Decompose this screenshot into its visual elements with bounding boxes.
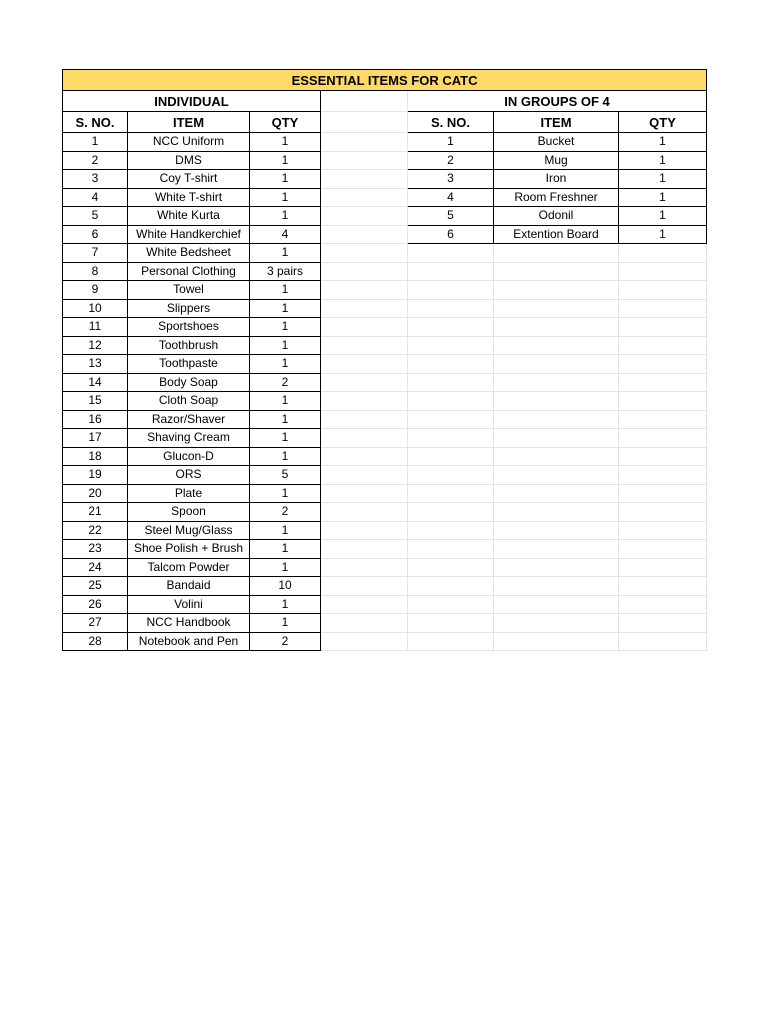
individual-qty-cell: 10: [250, 577, 321, 596]
groups-item-cell: [494, 577, 619, 596]
individual-sno-cell: 22: [63, 521, 128, 540]
individual-qty-cell: 1: [250, 595, 321, 614]
groups-item-cell: [494, 262, 619, 281]
groups-qty-cell: [619, 447, 707, 466]
groups-item-cell: Iron: [494, 170, 619, 189]
spacer-cell: [321, 170, 408, 189]
groups-sno-cell: [408, 262, 494, 281]
individual-item-cell: Talcom Powder: [128, 558, 250, 577]
table-row: [63, 207, 707, 226]
groups-sno-cell: 1: [408, 133, 494, 152]
individual-sno-cell: 13: [63, 355, 128, 374]
individual-sno-cell: 10: [63, 299, 128, 318]
groups-item-cell: [494, 466, 619, 485]
table-row: [63, 447, 707, 466]
groups-sno-cell: [408, 373, 494, 392]
groups-item-cell: [494, 595, 619, 614]
individual-qty-cell: 1: [250, 484, 321, 503]
individual-item-cell: Slippers: [128, 299, 250, 318]
table-row: [63, 299, 707, 318]
groups-item-cell: [494, 447, 619, 466]
spacer-cell: [321, 595, 408, 614]
groups-qty-cell: [619, 540, 707, 559]
table-row: [63, 188, 707, 207]
table-row: [63, 281, 707, 300]
groups-qty-cell: [619, 262, 707, 281]
individual-qty-cell: 1: [250, 355, 321, 374]
groups-qty-cell: 1: [619, 207, 707, 226]
groups-sno-cell: [408, 281, 494, 300]
individual-qty-cell: 1: [250, 614, 321, 633]
table-row: [63, 614, 707, 633]
individual-qty-cell: 1: [250, 429, 321, 448]
groups-qty-cell: [619, 577, 707, 596]
individual-qty-cell: 5: [250, 466, 321, 485]
spacer-cell: [321, 503, 408, 522]
individual-sno-cell: 24: [63, 558, 128, 577]
individual-qty-cell: 4: [250, 225, 321, 244]
groups-qty-cell: [619, 336, 707, 355]
spreadsheet: [62, 69, 707, 651]
individual-sno-cell: 8: [63, 262, 128, 281]
groups-item-cell: [494, 336, 619, 355]
individual-qty-cell: 1: [250, 540, 321, 559]
spacer-cell: [321, 225, 408, 244]
groups-sno-cell: 2: [408, 151, 494, 170]
individual-item-cell: Coy T-shirt: [128, 170, 250, 189]
spacer-cell: [321, 318, 408, 337]
table-row: [63, 392, 707, 411]
individual-qty-cell: 1: [250, 447, 321, 466]
spacer-cell: [321, 133, 408, 152]
individual-sno-cell: 16: [63, 410, 128, 429]
groups-sno-cell: [408, 336, 494, 355]
groups-sno-cell: 6: [408, 225, 494, 244]
individual-sno-cell: 2: [63, 151, 128, 170]
individual-item-cell: White Handkerchief: [128, 225, 250, 244]
individual-qty-cell: 1: [250, 392, 321, 411]
groups-item-cell: [494, 540, 619, 559]
groups-sno-cell: [408, 521, 494, 540]
groups-item-cell: [494, 558, 619, 577]
individual-heading: INDIVIDUAL: [63, 91, 321, 112]
table-row: [63, 558, 707, 577]
individual-qty-cell: 1: [250, 336, 321, 355]
individual-item-cell: NCC Uniform: [128, 133, 250, 152]
individual-item-cell: Sportshoes: [128, 318, 250, 337]
spacer-cell: [321, 91, 408, 112]
spacer-cell: [321, 521, 408, 540]
essential-items-table: [62, 69, 707, 651]
individual-qty-cell: 1: [250, 244, 321, 263]
spacer-cell: [321, 410, 408, 429]
spacer-cell: [321, 484, 408, 503]
spacer-cell: [321, 262, 408, 281]
groups-qty-cell: [619, 429, 707, 448]
table-row: [63, 336, 707, 355]
individual-item-cell: ORS: [128, 466, 250, 485]
groups-qty-cell: [619, 318, 707, 337]
groups-sno-cell: [408, 558, 494, 577]
table-row: [63, 429, 707, 448]
individual-item-cell: NCC Handbook: [128, 614, 250, 633]
individual-sno-cell: 25: [63, 577, 128, 596]
individual-qty-cell: 1: [250, 558, 321, 577]
individual-qty-cell: 1: [250, 188, 321, 207]
groups-qty-cell: [619, 595, 707, 614]
individual-sno-header: S. NO.: [63, 112, 128, 133]
individual-sno-cell: 4: [63, 188, 128, 207]
groups-qty-cell: [619, 614, 707, 633]
table-row: [63, 410, 707, 429]
individual-sno-cell: 14: [63, 373, 128, 392]
individual-item-cell: Towel: [128, 281, 250, 300]
spacer-cell: [321, 577, 408, 596]
groups-item-cell: [494, 244, 619, 263]
individual-sno-cell: 21: [63, 503, 128, 522]
table-row: [63, 151, 707, 170]
groups-qty-cell: 1: [619, 170, 707, 189]
table-row: [63, 318, 707, 337]
individual-sno-cell: 27: [63, 614, 128, 633]
sheet-title: ESSENTIAL ITEMS FOR CATC: [63, 70, 707, 91]
groups-qty-cell: 1: [619, 133, 707, 152]
individual-item-cell: White Bedsheet: [128, 244, 250, 263]
table-row: [63, 503, 707, 522]
groups-item-cell: Extention Board: [494, 225, 619, 244]
section-heading-row: [63, 91, 707, 112]
groups-heading: IN GROUPS OF 4: [408, 91, 707, 112]
table-row: [63, 244, 707, 263]
individual-item-cell: Notebook and Pen: [128, 632, 250, 651]
groups-item-cell: [494, 299, 619, 318]
individual-sno-cell: 11: [63, 318, 128, 337]
individual-sno-cell: 1: [63, 133, 128, 152]
groups-sno-cell: 4: [408, 188, 494, 207]
individual-sno-cell: 20: [63, 484, 128, 503]
table-row: [63, 373, 707, 392]
individual-item-cell: Glucon-D: [128, 447, 250, 466]
groups-sno-cell: [408, 429, 494, 448]
groups-sno-cell: [408, 466, 494, 485]
groups-qty-cell: [619, 281, 707, 300]
individual-item-header: ITEM: [128, 112, 250, 133]
individual-sno-cell: 28: [63, 632, 128, 651]
title-row: [63, 70, 707, 91]
groups-qty-header: QTY: [619, 112, 707, 133]
groups-qty-cell: [619, 484, 707, 503]
spacer-cell: [321, 281, 408, 300]
groups-item-cell: [494, 318, 619, 337]
groups-item-cell: [494, 614, 619, 633]
groups-item-cell: [494, 373, 619, 392]
groups-item-cell: Bucket: [494, 133, 619, 152]
groups-sno-cell: [408, 410, 494, 429]
table-row: [63, 540, 707, 559]
groups-qty-cell: [619, 244, 707, 263]
individual-item-cell: White Kurta: [128, 207, 250, 226]
column-header-row: [63, 112, 707, 133]
individual-qty-cell: 1: [250, 207, 321, 226]
groups-qty-cell: 1: [619, 151, 707, 170]
groups-item-cell: [494, 429, 619, 448]
spacer-cell: [321, 447, 408, 466]
groups-sno-cell: [408, 614, 494, 633]
spacer-cell: [321, 429, 408, 448]
groups-qty-cell: [619, 392, 707, 411]
individual-qty-cell: 1: [250, 410, 321, 429]
groups-item-cell: [494, 503, 619, 522]
groups-item-cell: Mug: [494, 151, 619, 170]
table-row: [63, 521, 707, 540]
spacer-cell: [321, 373, 408, 392]
individual-qty-cell: 2: [250, 503, 321, 522]
spacer-cell: [321, 151, 408, 170]
individual-sno-cell: 26: [63, 595, 128, 614]
individual-item-cell: Personal Clothing: [128, 262, 250, 281]
individual-sno-cell: 6: [63, 225, 128, 244]
individual-sno-cell: 9: [63, 281, 128, 300]
individual-item-cell: Body Soap: [128, 373, 250, 392]
groups-item-cell: [494, 521, 619, 540]
individual-sno-cell: 5: [63, 207, 128, 226]
individual-qty-cell: 1: [250, 151, 321, 170]
groups-item-cell: [494, 632, 619, 651]
groups-sno-cell: [408, 355, 494, 374]
individual-item-cell: Bandaid: [128, 577, 250, 596]
table-row: [63, 225, 707, 244]
groups-qty-cell: [619, 410, 707, 429]
individual-item-cell: Shaving Cream: [128, 429, 250, 448]
groups-qty-cell: [619, 355, 707, 374]
groups-sno-cell: 3: [408, 170, 494, 189]
individual-sno-cell: 12: [63, 336, 128, 355]
groups-sno-cell: [408, 540, 494, 559]
groups-item-cell: [494, 484, 619, 503]
groups-sno-cell: [408, 299, 494, 318]
table-row: [63, 262, 707, 281]
table-row: [63, 170, 707, 189]
groups-sno-cell: [408, 392, 494, 411]
groups-qty-cell: [619, 503, 707, 522]
individual-sno-cell: 17: [63, 429, 128, 448]
individual-item-cell: Spoon: [128, 503, 250, 522]
spacer-cell: [321, 299, 408, 318]
groups-qty-cell: 1: [619, 188, 707, 207]
groups-item-cell: [494, 355, 619, 374]
spacer-cell: [321, 112, 408, 133]
spacer-cell: [321, 392, 408, 411]
individual-item-cell: Plate: [128, 484, 250, 503]
groups-sno-cell: [408, 503, 494, 522]
groups-item-cell: [494, 281, 619, 300]
table-row: [63, 484, 707, 503]
individual-item-cell: Toothbrush: [128, 336, 250, 355]
groups-qty-cell: [619, 299, 707, 318]
groups-item-cell: Room Freshner: [494, 188, 619, 207]
table-row: [63, 632, 707, 651]
individual-sno-cell: 3: [63, 170, 128, 189]
groups-sno-cell: [408, 447, 494, 466]
groups-item-cell: [494, 410, 619, 429]
groups-sno-cell: [408, 595, 494, 614]
individual-item-cell: Toothpaste: [128, 355, 250, 374]
groups-qty-cell: 1: [619, 225, 707, 244]
groups-sno-cell: [408, 318, 494, 337]
individual-item-cell: Steel Mug/Glass: [128, 521, 250, 540]
spacer-cell: [321, 207, 408, 226]
individual-qty-cell: 3 pairs: [250, 262, 321, 281]
groups-sno-cell: 5: [408, 207, 494, 226]
table-row: [63, 133, 707, 152]
spacer-cell: [321, 632, 408, 651]
individual-qty-cell: 1: [250, 521, 321, 540]
table-row: [63, 577, 707, 596]
individual-sno-cell: 7: [63, 244, 128, 263]
individual-item-cell: DMS: [128, 151, 250, 170]
individual-item-cell: Volini: [128, 595, 250, 614]
groups-sno-cell: [408, 484, 494, 503]
individual-sno-cell: 23: [63, 540, 128, 559]
spacer-cell: [321, 540, 408, 559]
groups-qty-cell: [619, 521, 707, 540]
table-row: [63, 595, 707, 614]
groups-qty-cell: [619, 373, 707, 392]
spacer-cell: [321, 614, 408, 633]
groups-sno-cell: [408, 632, 494, 651]
individual-sno-cell: 15: [63, 392, 128, 411]
groups-qty-cell: [619, 632, 707, 651]
spacer-cell: [321, 336, 408, 355]
groups-item-cell: Odonil: [494, 207, 619, 226]
individual-qty-cell: 1: [250, 299, 321, 318]
groups-sno-header: S. NO.: [408, 112, 494, 133]
spacer-cell: [321, 558, 408, 577]
individual-qty-cell: 2: [250, 373, 321, 392]
individual-qty-cell: 2: [250, 632, 321, 651]
groups-qty-cell: [619, 558, 707, 577]
individual-item-cell: White T-shirt: [128, 188, 250, 207]
individual-qty-cell: 1: [250, 281, 321, 300]
spacer-cell: [321, 466, 408, 485]
groups-item-cell: [494, 392, 619, 411]
individual-sno-cell: 18: [63, 447, 128, 466]
table-row: [63, 355, 707, 374]
individual-item-cell: Shoe Polish + Brush: [128, 540, 250, 559]
individual-item-cell: Razor/Shaver: [128, 410, 250, 429]
individual-item-cell: Cloth Soap: [128, 392, 250, 411]
groups-sno-cell: [408, 244, 494, 263]
individual-qty-header: QTY: [250, 112, 321, 133]
individual-qty-cell: 1: [250, 133, 321, 152]
spacer-cell: [321, 188, 408, 207]
table-row: [63, 466, 707, 485]
individual-qty-cell: 1: [250, 318, 321, 337]
individual-qty-cell: 1: [250, 170, 321, 189]
spacer-cell: [321, 244, 408, 263]
spacer-cell: [321, 355, 408, 374]
groups-qty-cell: [619, 466, 707, 485]
groups-sno-cell: [408, 577, 494, 596]
groups-item-header: ITEM: [494, 112, 619, 133]
individual-sno-cell: 19: [63, 466, 128, 485]
